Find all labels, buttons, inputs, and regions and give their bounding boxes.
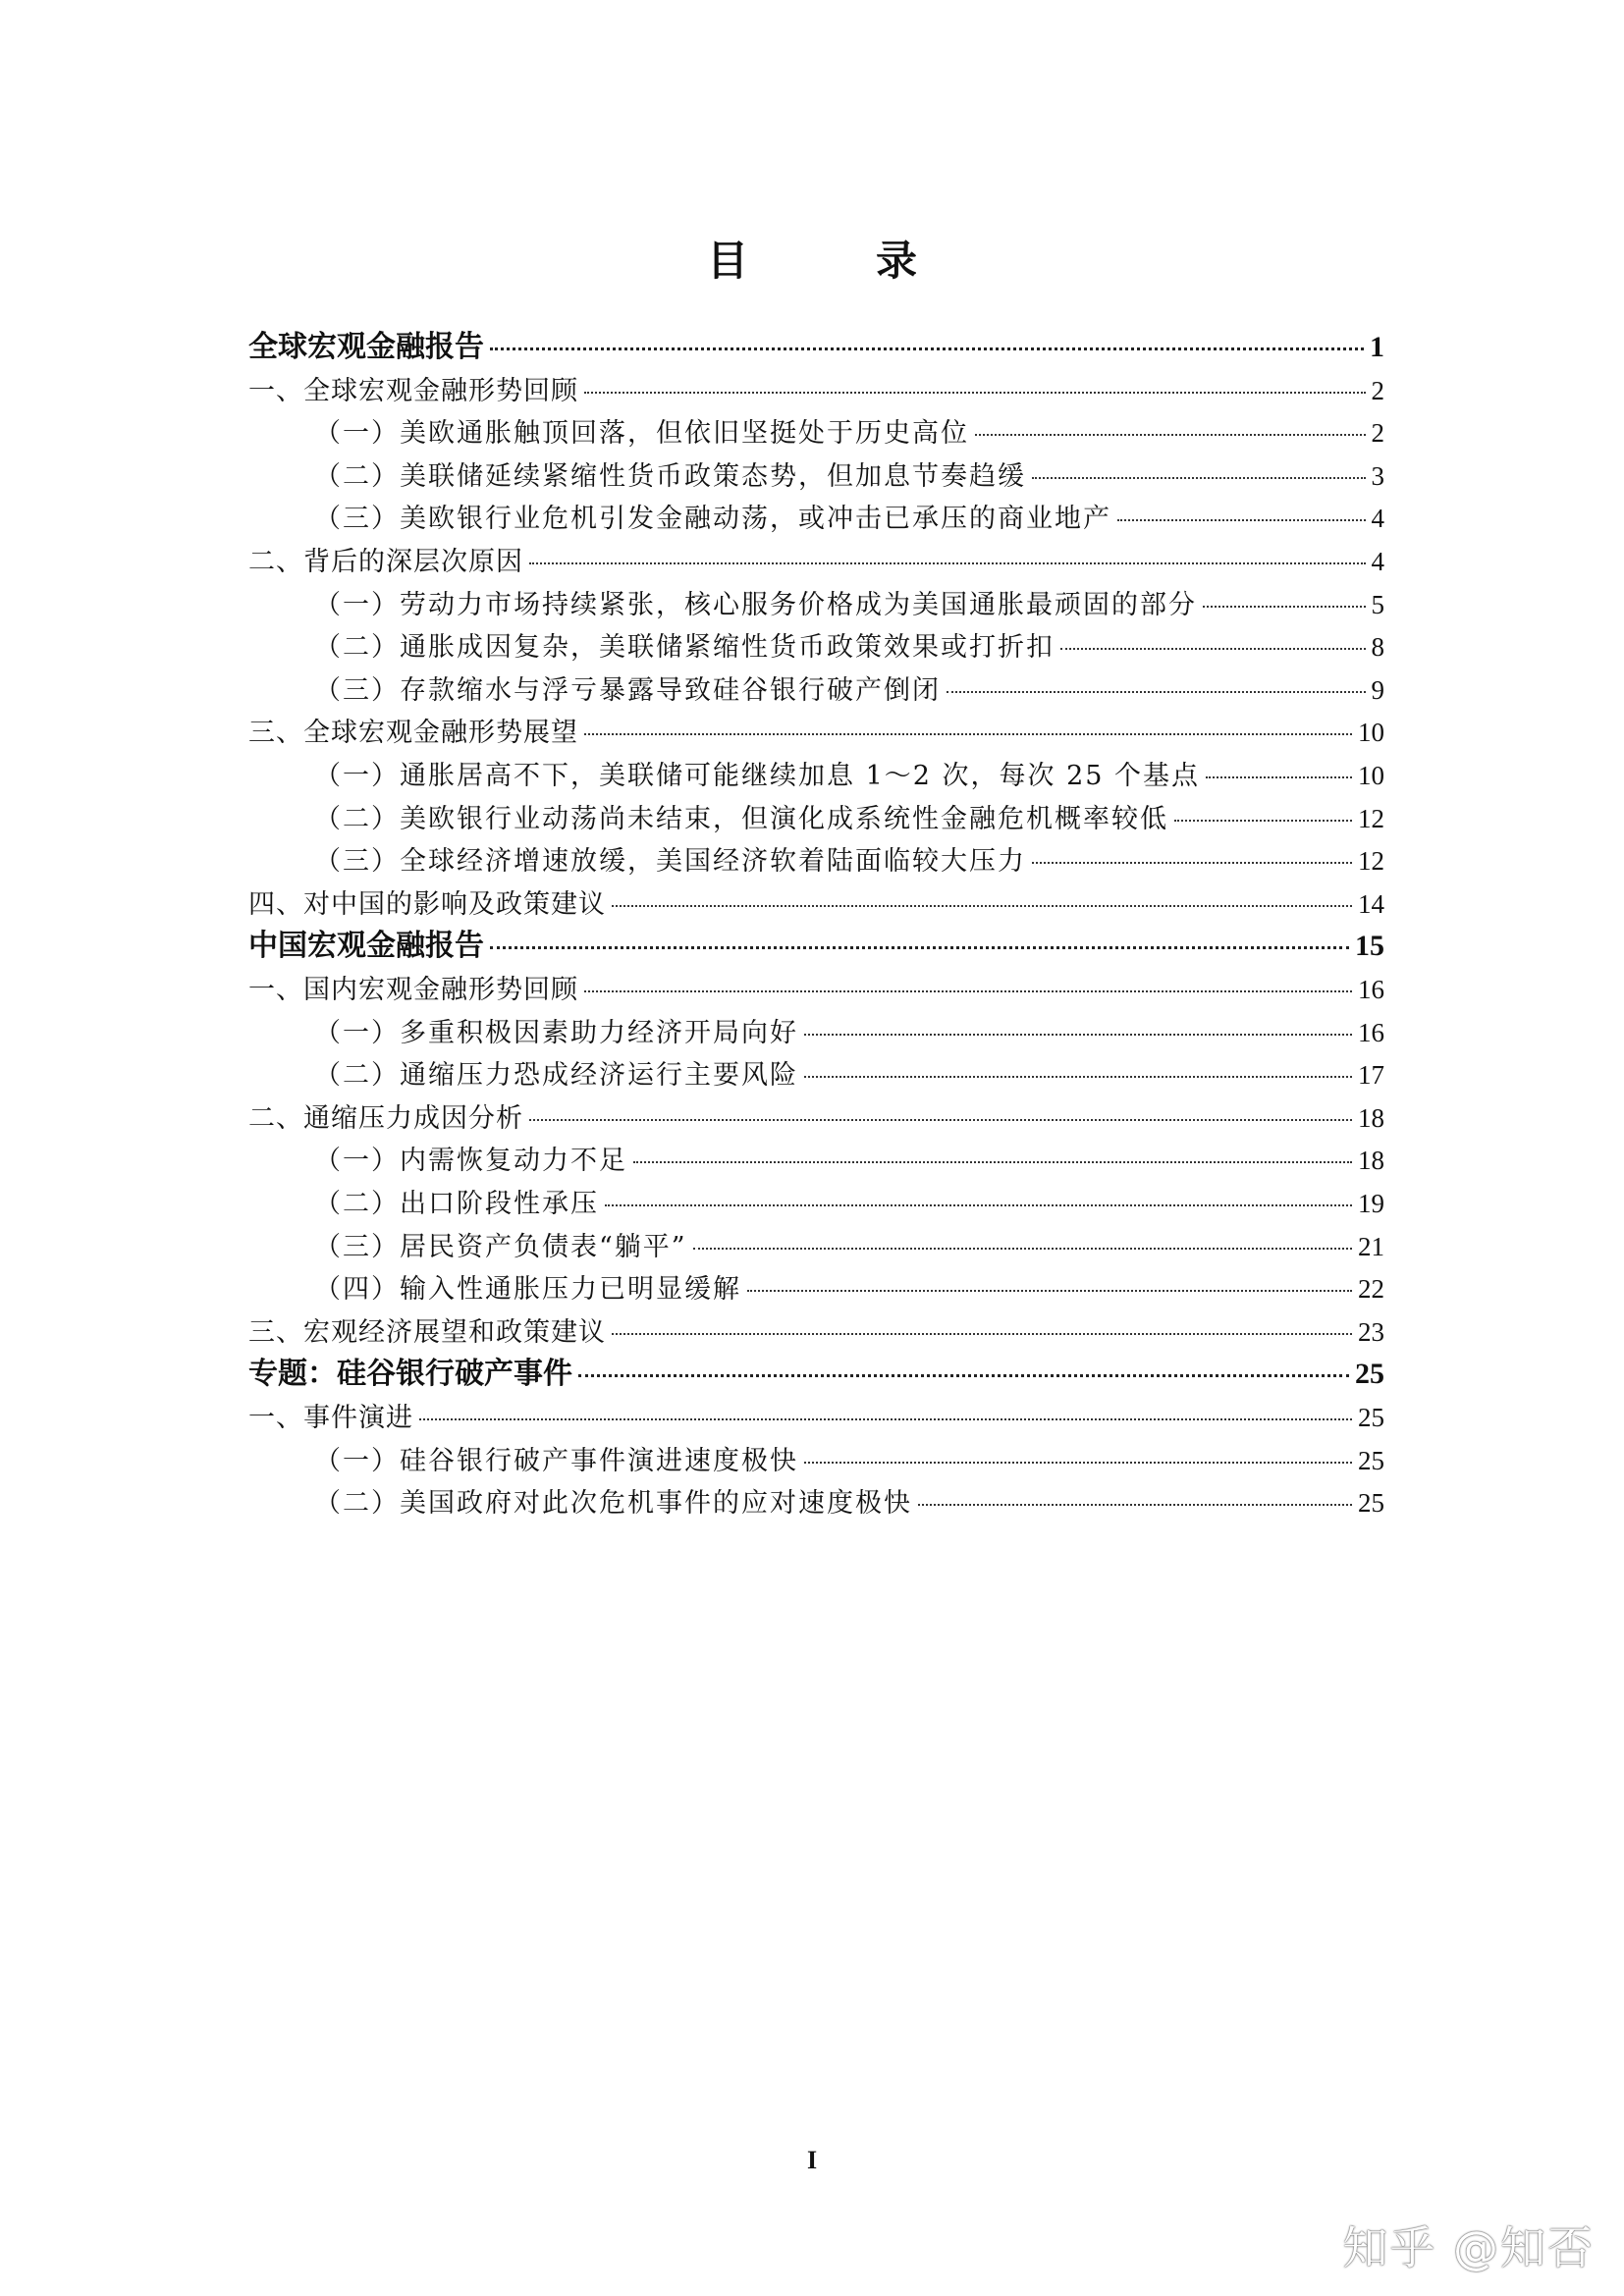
toc-entry[interactable] [314, 1225, 1384, 1268]
toc-entry[interactable] [314, 1267, 1384, 1310]
toc-entry[interactable] [314, 1182, 1384, 1225]
page-title: 目 录 [706, 237, 960, 285]
toc-dot-leader [584, 990, 1352, 992]
toc-dot-leader [584, 392, 1366, 394]
page-number: I [806, 2146, 818, 2174]
toc-entry-title: （一）通胀居高不下，美联储可能继续加息 1～2 次，每次 25 个基点 [314, 761, 1201, 791]
toc-entry-title: 三、宏观经济展望和政策建议 [248, 1316, 606, 1348]
toc-dot-leader [584, 733, 1352, 735]
toc-entry[interactable] [248, 540, 1384, 583]
toc-entry-title: （一）劳动力市场持续紧张，核心服务价格成为美国通胀最顽固的部分 [314, 589, 1197, 620]
watermark: 知乎 @知否 [1342, 2221, 1595, 2274]
toc-entry[interactable] [314, 1053, 1384, 1096]
toc-entry[interactable] [314, 1139, 1384, 1182]
toc-dot-leader [529, 562, 1366, 564]
toc-entry-title: 专题：硅谷银行破产事件 [248, 1357, 572, 1392]
toc-entry-title: （一）多重积极因素助力经济开局向好 [314, 1017, 798, 1048]
toc-dot-leader [804, 1462, 1352, 1464]
toc-dot-leader [605, 1204, 1352, 1206]
toc-entry[interactable] [248, 968, 1384, 1011]
toc-entry-title: （一）内需恢复动力不足 [314, 1146, 627, 1177]
toc-entry-title: （二）美欧银行业动荡尚未结束，但演化成系统性金融危机概率较低 [314, 803, 1168, 834]
toc-dot-leader [1174, 820, 1352, 822]
toc-entry-page: 2 [1371, 418, 1384, 449]
toc-entry-title: （三）居民资产负债表“躺平” [314, 1231, 687, 1262]
toc-entry-page: 21 [1358, 1231, 1384, 1261]
toc-entry-title: （一）硅谷银行破产事件演进速度极快 [314, 1445, 798, 1476]
toc-dot-leader [747, 1290, 1352, 1292]
toc-dot-leader [612, 905, 1352, 907]
toc-dot-leader [612, 1333, 1352, 1335]
toc-entry-page: 1 [1370, 331, 1384, 363]
toc-entry-title: （三）存款缩水与浮亏暴露导致硅谷银行破产倒闭 [314, 674, 941, 706]
toc-entry-title: 一、事件演进 [248, 1403, 413, 1433]
toc-dot-leader [918, 1504, 1352, 1506]
toc-entry-page: 25 [1358, 1488, 1384, 1519]
toc-dot-leader [1206, 776, 1352, 778]
toc-entry-title: 二、通缩压力成因分析 [248, 1102, 523, 1134]
toc-entry-page: 17 [1358, 1060, 1384, 1091]
toc-entry-page: 12 [1358, 803, 1384, 833]
toc-entry-title: （二）出口阶段性承压 [314, 1189, 599, 1219]
toc-entry-page: 4 [1371, 547, 1384, 576]
toc-entry-title: （二）通胀成因复杂，美联储紧缩性货币政策效果或打折扣 [314, 632, 1055, 664]
toc-entry[interactable] [314, 625, 1384, 668]
toc-dot-leader [693, 1248, 1352, 1250]
toc-entry[interactable] [248, 711, 1384, 754]
toc-entry-page: 8 [1371, 632, 1384, 663]
toc-dot-leader [1032, 477, 1366, 479]
toc-dot-leader [490, 946, 1349, 949]
toc-entry-page: 16 [1358, 975, 1384, 1004]
toc-entry[interactable] [248, 1096, 1384, 1140]
toc-entry-title: 中国宏观金融报告 [248, 929, 484, 964]
toc-entry-page: 4 [1371, 504, 1384, 534]
toc-entry[interactable] [248, 326, 1384, 369]
toc-entry-title: （二）通缩压力恐成经济运行主要风险 [314, 1060, 798, 1092]
toc-entry[interactable] [314, 839, 1384, 882]
toc-entry[interactable] [314, 454, 1384, 498]
toc-entry-page: 10 [1358, 718, 1384, 748]
toc-entry[interactable] [314, 1481, 1384, 1524]
toc-dot-leader [490, 347, 1364, 350]
toc-dot-leader [975, 434, 1366, 436]
toc-entry-page: 25 [1355, 1358, 1384, 1391]
toc-entry-page: 15 [1355, 930, 1384, 963]
toc-entry[interactable] [314, 668, 1384, 712]
toc-entry[interactable] [314, 411, 1384, 454]
toc-entry-page: 18 [1358, 1102, 1384, 1133]
toc-entry-title: （四）输入性通胀压力已明显缓解 [314, 1274, 741, 1306]
toc-entry-page: 12 [1358, 846, 1384, 877]
toc-entry-title: （二）美联储延续紧缩性货币政策态势，但加息节奏趋缓 [314, 460, 1026, 492]
toc-entry[interactable] [248, 1396, 1384, 1439]
toc-dot-leader [1032, 862, 1352, 864]
toc-dot-leader [804, 1076, 1352, 1078]
toc-entry-title: 一、国内宏观金融形势回顾 [248, 975, 578, 1005]
toc-dot-leader [633, 1161, 1352, 1163]
toc-dot-leader [529, 1119, 1352, 1121]
toc-entry-page: 3 [1371, 460, 1384, 491]
toc-entry[interactable] [314, 797, 1384, 840]
toc-entry-title: （三）美欧银行业危机引发金融动荡，或冲击已承压的商业地产 [314, 504, 1111, 535]
toc-dot-leader [578, 1374, 1349, 1377]
toc-entry-page: 25 [1358, 1445, 1384, 1475]
toc-dot-leader [1060, 648, 1366, 650]
toc-entry-title: 二、背后的深层次原因 [248, 547, 523, 577]
toc-entry-page: 23 [1358, 1316, 1384, 1347]
toc-entry-page: 25 [1358, 1403, 1384, 1432]
toc-entry[interactable] [248, 369, 1384, 412]
toc-entry-page: 10 [1358, 761, 1384, 790]
toc-entry-page: 22 [1358, 1274, 1384, 1305]
toc-entry-title: （三）全球经济增速放缓，美国经济软着陆面临较大压力 [314, 846, 1026, 878]
toc-entry[interactable] [314, 1011, 1384, 1054]
toc-entry[interactable] [248, 1353, 1384, 1396]
toc-dot-leader [804, 1034, 1352, 1036]
toc-entry[interactable] [248, 882, 1384, 926]
toc-entry-title: 三、全球宏观金融形势展望 [248, 718, 578, 749]
toc-entry[interactable] [248, 925, 1384, 968]
toc-entry[interactable] [314, 754, 1384, 797]
toc-entry-page: 16 [1358, 1017, 1384, 1047]
toc-entry[interactable] [248, 1310, 1384, 1354]
toc-entry-page: 19 [1358, 1189, 1384, 1218]
toc-dot-leader [1117, 519, 1366, 521]
toc-dot-leader [1203, 606, 1366, 608]
toc-entry-page: 14 [1358, 888, 1384, 919]
toc-entry-title: 全球宏观金融报告 [248, 330, 484, 364]
toc-entry[interactable] [314, 1439, 1384, 1482]
toc-entry-page: 5 [1371, 589, 1384, 619]
toc-entry-title: 一、全球宏观金融形势回顾 [248, 375, 578, 406]
toc-dot-leader [419, 1418, 1352, 1420]
toc-entry-page: 18 [1358, 1146, 1384, 1176]
toc-dot-leader [947, 691, 1366, 693]
toc-entry[interactable] [314, 583, 1384, 626]
toc-entry-title: 四、对中国的影响及政策建议 [248, 888, 606, 920]
toc-entry-page: 2 [1371, 375, 1384, 405]
toc-entry-title: （一）美欧通胀触顶回落，但依旧坚挺处于历史高位 [314, 418, 969, 450]
toc-entry[interactable] [314, 497, 1384, 540]
toc-entry-title: （二）美国政府对此次危机事件的应对速度极快 [314, 1488, 912, 1520]
toc-entry-page: 9 [1371, 674, 1384, 705]
